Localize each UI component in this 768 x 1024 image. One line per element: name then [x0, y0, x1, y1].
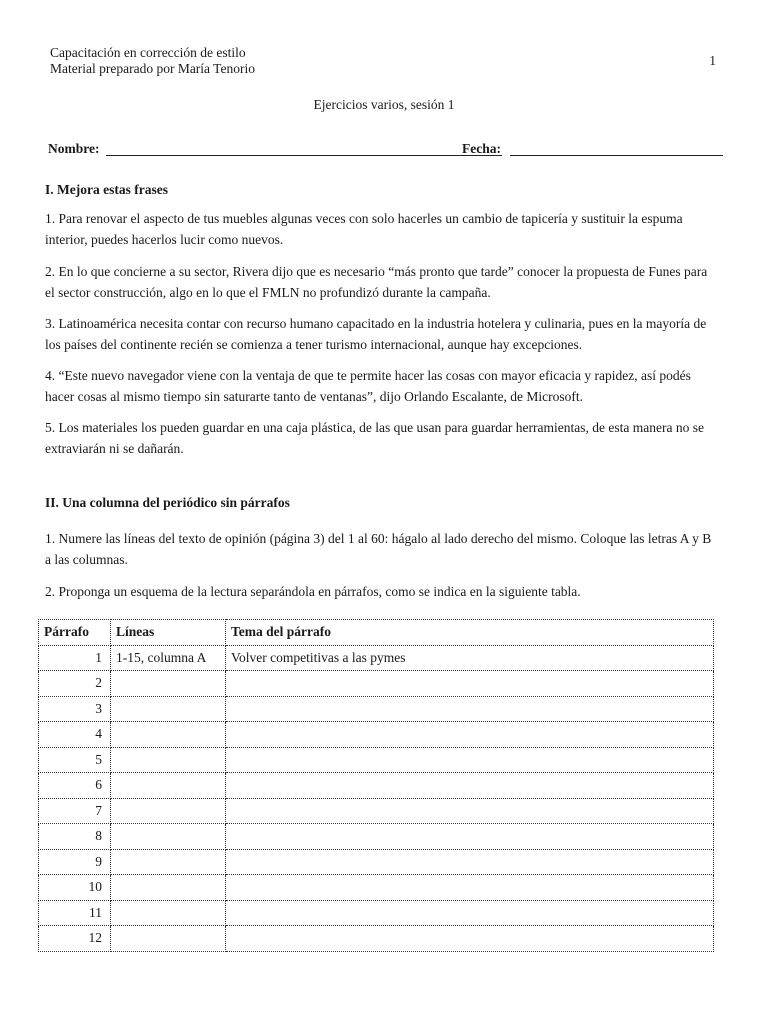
exercise-1-3: 3. Latinoamérica necesita contar con recurso humano capacitado en la industria hotelera y culinaria, pues en la mayoría de los países del continente recién se comienza a tener turismo internacional, aunque hay excepciones.: [45, 316, 707, 352]
cell-paragraph-number: 9: [39, 849, 111, 875]
cell-topic[interactable]: [226, 696, 714, 722]
cell-lines[interactable]: [111, 824, 226, 850]
table-header-row: [39, 620, 714, 646]
table-row: [39, 747, 714, 773]
cell-lines[interactable]: [111, 747, 226, 773]
cell-paragraph-number: 8: [39, 824, 111, 850]
table-row: [39, 696, 714, 722]
cell-paragraph-number: 10: [39, 875, 111, 901]
table-row: [39, 875, 714, 901]
date-label: Fecha:: [462, 141, 501, 156]
cell-paragraph-number: 3: [39, 696, 111, 722]
exercise-2-1: 1. Numere las líneas del texto de opinión (página 3) del 1 al 60: hágalo al lado derecho del mismo. Coloque las letras A y B a las columnas.: [45, 531, 712, 567]
cell-topic[interactable]: [226, 747, 714, 773]
exercise-2-2: 2. Proponga un esquema de la lectura separándola en párrafos, como se indica en la siguiente tabla.: [45, 584, 581, 599]
cell-topic[interactable]: [226, 926, 714, 952]
exercise-1-5: 5. Los materiales los pueden guardar en una caja plástica, de las que usan para guardar herramientas, de esta manera no se extraviarán ni se dañarán.: [45, 420, 704, 456]
cell-topic[interactable]: [226, 875, 714, 901]
table-row: [39, 824, 714, 850]
cell-lines[interactable]: [111, 875, 226, 901]
page-number: 1: [709, 53, 716, 68]
table-row: [39, 722, 714, 748]
exercise-1-4: 4. “Este nuevo navegador viene con la ventaja de que te permite hacer las cosas con mayor eficacia y rapidez, así podés hacer cosas al mismo tiempo sin saturarte tanto de ventanas”, dijo Orlando Escalante, de Microsoft.: [45, 368, 691, 404]
table-row: [39, 773, 714, 799]
cell-paragraph-number: 6: [39, 773, 111, 799]
cell-lines[interactable]: [111, 773, 226, 799]
cell-paragraph-number: 2: [39, 671, 111, 697]
cell-lines[interactable]: [111, 849, 226, 875]
page-title: Ejercicios varios, sesión 1: [313, 97, 455, 112]
name-label: Nombre:: [48, 141, 100, 156]
cell-paragraph-number: 12: [39, 926, 111, 952]
table-row: [39, 798, 714, 824]
header-course-title: Capacitación en corrección de estilo: [50, 45, 246, 60]
paragraph-outline-table: [38, 619, 714, 952]
cell-topic[interactable]: [226, 722, 714, 748]
name-blank-line: [106, 155, 502, 156]
cell-paragraph-number: 11: [39, 900, 111, 926]
table-row: [39, 671, 714, 697]
cell-lines[interactable]: [111, 798, 226, 824]
cell-lines[interactable]: [111, 926, 226, 952]
table-row: [39, 926, 714, 952]
page-header: [50, 45, 255, 77]
cell-topic[interactable]: [226, 773, 714, 799]
cell-topic[interactable]: Volver competitivas a las pymes: [226, 645, 714, 671]
table-row: [39, 645, 714, 671]
header-tema: Tema del párrafo: [226, 620, 714, 646]
header-author: Material preparado por María Tenorio: [50, 61, 255, 76]
cell-paragraph-number: 1: [39, 645, 111, 671]
table-row: [39, 849, 714, 875]
cell-topic[interactable]: [226, 849, 714, 875]
cell-topic[interactable]: [226, 798, 714, 824]
cell-topic[interactable]: [226, 900, 714, 926]
cell-lines[interactable]: [111, 722, 226, 748]
cell-lines[interactable]: [111, 696, 226, 722]
cell-lines[interactable]: 1-15, columna A: [111, 645, 226, 671]
cell-topic[interactable]: [226, 671, 714, 697]
cell-lines[interactable]: [111, 900, 226, 926]
section-2-title: II. Una columna del periódico sin párrafos: [45, 495, 290, 510]
cell-paragraph-number: 5: [39, 747, 111, 773]
cell-lines[interactable]: [111, 671, 226, 697]
date-blank-line: [510, 155, 723, 156]
name-date-row: [48, 141, 723, 159]
cell-topic[interactable]: [226, 824, 714, 850]
header-lineas: Líneas: [111, 620, 226, 646]
table-row: [39, 900, 714, 926]
cell-paragraph-number: 7: [39, 798, 111, 824]
header-parrafo: Párrafo: [39, 620, 111, 646]
exercise-1-1: 1. Para renovar el aspecto de tus muebles algunas veces con solo hacerles un cambio de tapicería y sustituir la espuma interior, puedes hacerlos lucir como nuevos.: [45, 211, 683, 247]
section-1-title: I. Mejora estas frases: [45, 182, 168, 197]
cell-paragraph-number: 4: [39, 722, 111, 748]
exercise-1-2: 2. En lo que concierne a su sector, Rivera dijo que es necesario “más pronto que tarde” conocer la propuesta de Funes para el sector construcción, algo en lo que el FMLN no profundizó durante la campaña.: [45, 264, 708, 300]
